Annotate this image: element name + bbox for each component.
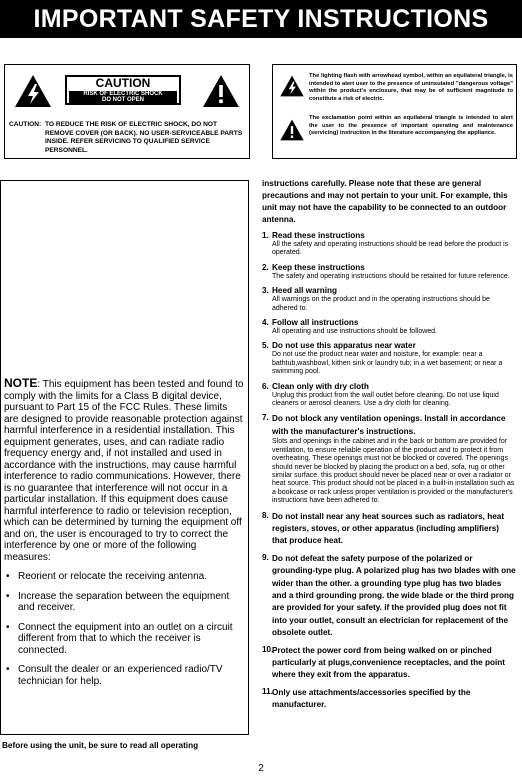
instructions-column xyxy=(262,178,516,712)
list-item xyxy=(262,413,516,505)
item-number: 5. xyxy=(262,341,269,351)
item-body: All warnings on the product and in the operating instructions should be adhered to. xyxy=(272,296,490,312)
list-item xyxy=(262,341,516,376)
intro-paragraph: instructions carefully. Please note that these are general precautions and may not pertain to your unit. For example, this unit may not have the capability to be connected to an outdoor antenna. xyxy=(262,179,508,224)
symbols-panel xyxy=(272,64,517,159)
item-heading: Do not use this apparatus near water xyxy=(272,341,416,351)
item-body: Unplug this product from the wall outlet before cleaning. Do not use liquid cleaners or aerosol cleaners. Use a dry cloth for cleaning. xyxy=(272,391,499,408)
item-body: Do not use the product near water and noisture, for example: near a bathtub,washbowl, kithen sink or laundry tub; in a wet basement; or near a swimming pool. xyxy=(272,351,503,376)
item-body: All operating and use instructions should be followed. xyxy=(272,328,437,336)
item-heading: Only use attachments/accessories specified by the manufacturer. xyxy=(272,687,471,710)
item-number: 3. xyxy=(262,286,269,296)
caution-text xyxy=(9,121,245,155)
item-number: 7. xyxy=(262,413,269,423)
item-heading: Do not block any ventilation openings. Install in accordance with the manufacturer's instructions. xyxy=(272,414,506,436)
exclamation-warning-icon xyxy=(201,73,241,109)
item-number: 1. xyxy=(262,231,269,240)
list-item xyxy=(262,553,516,640)
lightning-warning-icon xyxy=(279,73,305,99)
exclamation-symbol-text: The exclamation point within an equilateral triangle is intended to alert the user to the presence of important operating and maintenance (servicing) instruction in the literature accompanying the appliance. xyxy=(309,115,513,137)
item-number: 4. xyxy=(262,318,269,328)
list-item xyxy=(262,511,516,548)
caution-subtitle-line1: RISK OF ELECTRIC SHOCK xyxy=(83,91,163,97)
list-item xyxy=(262,231,516,258)
item-number: 2. xyxy=(262,262,269,272)
item-number: 6. xyxy=(262,381,269,391)
item-heading: Clean only with dry cloth xyxy=(272,381,369,391)
item-number: 8. xyxy=(262,510,269,520)
caution-lead: CAUTION: xyxy=(9,121,42,128)
measures-list xyxy=(4,571,244,687)
caution-subtitle xyxy=(69,91,177,103)
list-item xyxy=(262,645,516,682)
item-body: All the safety and operating instructions should be read before the product is operated. xyxy=(272,241,509,257)
caution-title: CAUTION xyxy=(95,76,151,90)
page-banner-title: IMPORTANT SAFETY INSTRUCTIONS xyxy=(0,0,522,38)
left-footer-text: Before using the unit, be sure to read all operating xyxy=(2,741,199,750)
item-heading: Heed all warning xyxy=(272,286,338,296)
item-number: 10. xyxy=(262,644,274,654)
caution-body: TO REDUCE THE RISK OF ELECTRIC SHOCK, DO NOT REMOVE COVER (OR BACK). NO USER-SERVICEABLE PARTS INSIDE. REFER SERVICING TO QUALIFIED SERVICE PERSONNEL. xyxy=(45,121,243,154)
list-item xyxy=(262,318,516,336)
list-item xyxy=(262,382,516,409)
caution-label xyxy=(65,75,181,105)
item-heading: Do not install near any heat sources such as radiators, heat registers, stoves, or other apparatus (including amplifiers) that produce heat. xyxy=(272,511,505,546)
item-heading: Protect the power cord from being walked on or pinched particularly at plugs,convenience receptacles, and the point where they exit from the apparatus. xyxy=(272,645,505,680)
item-heading: Do not defeat the safety purpose of the polarized or grounding-type plug. A polarized plug has two blades with one wider than the other. a grounding type plug has two blades and a third grounding prong. the wide blade or the third prong are provided for your safety. if the provided plug does not fit into your outlet, consult an electrician for replacement of the obsolete outlet. xyxy=(272,553,516,638)
note-label: NOTE xyxy=(4,376,38,390)
list-item: • Connect the equipment into an outlet on a circuit different from that to which the receiver is connected. xyxy=(4,622,244,657)
item-body: Slots and openings in the cabinet and in the back or bottom are provided for ventilation, to ensure reliable operation of the product and to protect it from overheating. These openings must not be blocked or covered. The openings should never be blocked by placing the product on a bed, sofa, rug or other similar surface. this product should never be placed near or over a radiator or heat source. This product should not be placed in a built-in installation such as a bookcase or rack unless proper ventilation is provided or the manufacturer's instructions have been adhered to. xyxy=(272,438,515,505)
item-body: The safety and operating instructions should be retained for future reference. xyxy=(272,272,510,280)
list-item xyxy=(262,263,516,281)
page-number: 2 xyxy=(258,763,264,774)
list-item: • Reorient or relocate the receiving antenna. xyxy=(4,571,244,583)
caution-panel xyxy=(4,64,250,159)
fcc-note-paragraph xyxy=(4,378,244,563)
item-number: 11. xyxy=(262,686,273,696)
caution-subtitle-line2: DO NOT OPEN xyxy=(101,97,144,103)
list-item xyxy=(262,286,516,313)
note-text: : This equipment has been tested and found to comply with the limits for a Class B digital device, pursuant to Part 15 of the FCC Rules. These limits are designed to provide reasonable protection against harmful interference in a residential installation. This equipment generates, uses, and can radiate radio frequency energy and, if not installed and used in accordance with the instructions, may cause harmful interference to radio communications. However, there is no guarantee that interference will not occur in a particular installation. If this equipment does cause harmful interference to radio or television reception, which can be determined by turning the equipment off and on, the user is encouraged to try to correct the interference by one or more of the following measures: xyxy=(4,379,244,563)
lightning-symbol-text: The lighting flash with arrowhead symbol, within an equilateral triangle, is intended to alert user to the presence of uninsulated "dangerous voltage" within the product's enclosure, that may be of sufficient magnitude to constitute a risk of electric. xyxy=(309,73,513,102)
item-heading: Read these instructions xyxy=(272,231,365,240)
list-item: • Increase the separation between the equipment and receiver. xyxy=(4,591,244,614)
exclamation-warning-icon xyxy=(279,117,305,143)
fcc-note xyxy=(4,378,244,687)
item-heading: Keep these instructions xyxy=(272,262,365,272)
lightning-warning-icon xyxy=(13,73,53,109)
item-heading: Follow all instructions xyxy=(272,318,359,328)
item-number: 9. xyxy=(262,552,269,562)
list-item xyxy=(262,687,516,712)
list-item: • Consult the dealer or an experienced radio/TV technician for help. xyxy=(4,664,244,687)
